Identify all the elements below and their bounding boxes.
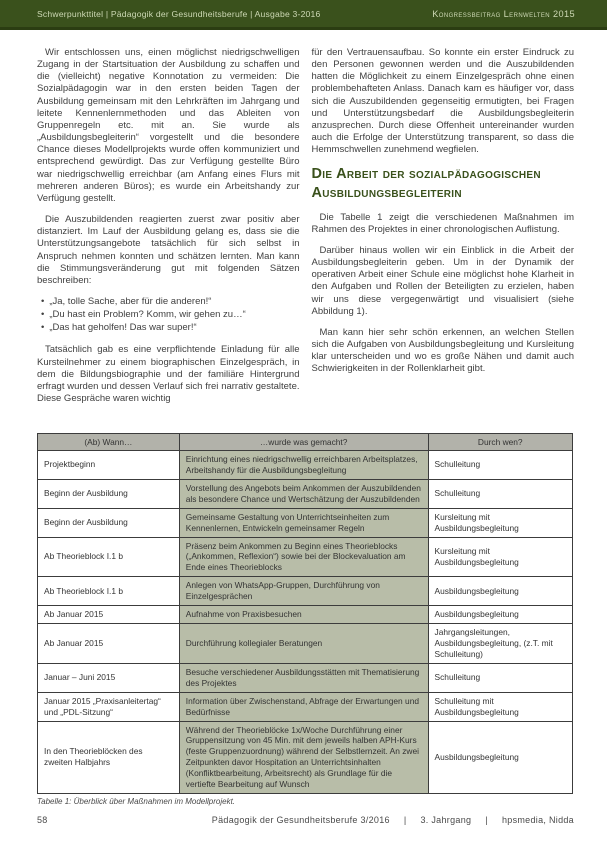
cell-when: Beginn der Ausbildung bbox=[38, 508, 180, 537]
cell-what: Information über Zwischenstand, Abfrage der Erwartungen und Bedürfnisse bbox=[179, 692, 428, 721]
footer-separator: | bbox=[403, 815, 407, 825]
article-body bbox=[37, 47, 574, 414]
cell-who: Schulleitung bbox=[428, 451, 572, 480]
page-footer bbox=[37, 815, 574, 825]
header-issue-label: Schwerpunkttitel | Pädagogik der Gesundheitsberufe | Ausgabe 3-2016 bbox=[37, 8, 321, 19]
cell-who: Jahrgangsleitungen, Ausbildungsbegleitung, (z.T. mit Schulleitung) bbox=[428, 624, 572, 664]
table-row bbox=[38, 692, 573, 721]
cell-when: Januar 2015 „Praxisanleitertag“ und „PDL-Sitzung“ bbox=[38, 692, 180, 721]
cell-who: Ausbildungsbegleitung bbox=[428, 577, 572, 606]
bullet-icon: • bbox=[41, 309, 45, 321]
bullet-icon: • bbox=[41, 295, 45, 307]
footer-journal: Pädagogik der Gesundheitsberufe 3/2016 bbox=[211, 815, 390, 825]
measures-table-section bbox=[37, 433, 573, 806]
cell-what: Einrichtung eines niedrigschwellig erreichbaren Arbeitsplatzes, Arbeitshandy für die Ausbildungsbegleitung bbox=[179, 451, 428, 480]
paragraph: Wir entschlossen uns, einen möglichst niedrigschwelligen Zugang in der Startsituation der Ausbildung zu schaffen und die (vielleicht) negative Konnotation zu vermeiden: Die Sozialpädagogin war in den ersten beiden Tagen der Ausbildung gemeinsam mit den Lehrkräften im Jahrgang und leitete Kennenlernmethoden und das Ableiten von Gruppenregeln etc. mit an. Sie wurde als „Ausbildungsbegleiterin“ vorgestellt und die besondere Chance dieses Modellprojekts wurde offen kommuniziert und entsprechend gewürdigt. Das zur Verfügung gestellte Büro war niedrigschwellig erreichbar (am Anfang eines Flurs mit mehreren anderen Büros); es wurde ein Arbeitshandy zur Verfügung gestellt. bbox=[37, 47, 300, 204]
cell-when: Projektbeginn bbox=[38, 451, 180, 480]
table-header-what: …wurde was gemacht? bbox=[179, 434, 428, 451]
page-header-banner bbox=[0, 0, 607, 30]
right-column bbox=[312, 47, 575, 414]
cell-what: Anlegen von WhatsApp-Gruppen, Durchführung von Einzelgesprächen bbox=[179, 577, 428, 606]
cell-when: Ab Januar 2015 bbox=[38, 624, 180, 664]
table-header-row bbox=[38, 434, 573, 451]
cell-what: Besuche verschiedener Ausbildungsstätten mit Thematisierung des Projektes bbox=[179, 663, 428, 692]
paragraph: Tatsächlich gab es eine verpflichtende Einladung für alle Kursteilnehmer zu einem biographischen Einzelgespräch, in dem die Bildungsbiographie und der familiäre Hintergrund erfragt wurden und dessen Verlauf sich frei narrativ gestaltete. Diese Gespräche waren wichtig bbox=[37, 344, 300, 405]
cell-who: Kursleitung mit Ausbildungsbegleitung bbox=[428, 508, 572, 537]
footer-meta bbox=[212, 815, 574, 825]
bullet-text: „Das hat geholfen! Das war super!“ bbox=[49, 322, 197, 334]
table-row bbox=[38, 663, 573, 692]
cell-when: Ab Theorieblock I.1 b bbox=[38, 537, 180, 577]
cell-when: Ab Januar 2015 bbox=[38, 606, 180, 624]
cell-what: Gemeinsame Gestaltung von Unterrichtseinheiten zum Kennenlernen, Entwickeln gemeinsamer Regeln bbox=[179, 508, 428, 537]
footer-separator: | bbox=[485, 815, 488, 825]
table-caption: Tabelle 1: Überblick über Maßnahmen im Modellprojekt. bbox=[37, 797, 236, 807]
section-heading: Die Arbeit der sozialpädagogischen Ausbildungsbegleiterin bbox=[311, 166, 541, 201]
table-row bbox=[38, 537, 573, 577]
header-congress-label: Kongressbeitrag Lernwelten 2015 bbox=[432, 8, 575, 19]
paragraph: Darüber hinaus wollen wir ein Einblick in die Arbeit der Ausbildungsbegleiterin geben. Um in der Dynamik der operativen Arbeit einer Schule eine möglichst hohe Klarheit in den Aufgaben und Rollen der Beteiligten zu erzielen, haben wir uns diese vergegenwärtigt und visualisiert (siehe Abbildung 1). bbox=[311, 244, 574, 317]
page-number: 58 bbox=[37, 815, 48, 825]
bullet-icon: • bbox=[41, 322, 45, 334]
cell-what: Während der Theorieblöcke 1x/Woche Durchführung einer Gruppensitzung von 45 Min. mit dem jeweils halben APH-Kurs (feste Gruppenzuordnung) während der Selbstlernzeit. An zwei Zeitpunkten davor Hospitation an Unterrichtsinhalten (Konfliktbearbeitung, Arbeitsrecht) als Grundlage für die vertiefte Bearbeitung auf Wunsch bbox=[179, 721, 428, 794]
bullet-text: „Du hast ein Problem? Komm, wir gehen zu…“ bbox=[49, 309, 246, 321]
quote-bullet-list bbox=[41, 296, 300, 334]
paragraph: Die Auszubildenden reagierten zuerst zwar positiv aber distanziert. Im Lauf der Ausbildung gelang es, dass sie die Unterstützungsangebote tatsächlich für sich selbst in Anspruch nehmen konnten und schätzen lernten. Man kann die Stimmungsveränderung gut mit folgenden Sätzen beschreiben: bbox=[37, 214, 300, 286]
cell-when: Ab Theorieblock I.1 b bbox=[38, 577, 180, 606]
table-header-who: Durch wen? bbox=[428, 434, 572, 451]
cell-who: Ausbildungsbegleitung bbox=[428, 606, 572, 624]
table-row bbox=[38, 508, 573, 537]
cell-when: In den Theorieblöcken des zweiten Halbjahrs bbox=[38, 721, 180, 794]
cell-what: Aufnahme von Praxisbesuchen bbox=[179, 606, 428, 624]
footer-publisher: hpsmedia, Nidda bbox=[501, 815, 574, 825]
cell-when: Beginn der Ausbildung bbox=[38, 479, 180, 508]
list-item bbox=[41, 322, 300, 334]
table-header-when: (Ab) Wann… bbox=[38, 434, 180, 451]
table-row bbox=[38, 577, 573, 606]
table-row bbox=[38, 479, 573, 508]
cell-who: Kursleitung mit Ausbildungsbegleitung bbox=[428, 537, 572, 577]
paragraph: für den Vertrauensaufbau. So konnte ein erster Eindruck zu den Personen gewonnen werden und die Auszubildenden hatten die Möglichkeit zu einem Einzelgespräch ohne einen problembehafteten Anlass. Danach kam es häufiger vor, dass sich die Auszubildenden gegenseitig ermutigten, bei Fragen und Unterstützungsbedarf die Ausbildungsbegleiterin anzusprechen. Durch diese Offenheit untereinander wurden auch die Erfolge der Unterstützung transparent, so dass die Hemmschwellen zunehmend wegfielen. bbox=[311, 47, 574, 156]
table-row bbox=[38, 624, 573, 664]
footer-volume: 3. Jahrgang bbox=[420, 815, 472, 825]
list-item bbox=[41, 296, 300, 308]
cell-who: Schulleitung bbox=[428, 479, 572, 508]
cell-what: Vorstellung des Angebots beim Ankommen der Auszubildenden als besondere Chance und Wertschätzung der Auszubildenden bbox=[179, 479, 428, 508]
cell-when: Januar – Juni 2015 bbox=[38, 663, 180, 692]
paragraph: Die Tabelle 1 zeigt die verschiedenen Maßnahmen im Rahmen des Projektes in einer chronologischen Auflistung. bbox=[311, 211, 574, 235]
left-column bbox=[37, 47, 300, 414]
measures-table bbox=[37, 433, 573, 794]
cell-who: Schulleitung mit Ausbildungsbegleitung bbox=[428, 692, 572, 721]
bullet-text: „Ja, tolle Sache, aber für die anderen!“ bbox=[49, 295, 212, 307]
cell-who: Schulleitung bbox=[428, 663, 572, 692]
cell-what: Durchführung kollegialer Beratungen bbox=[179, 624, 428, 664]
paragraph: Man kann hier sehr schön erkennen, an welchen Stellen sich die Aufgaben von Ausbildungsbegleitung und Kursleitung klar unterscheiden und wo es große Nähen und damit auch Schwierigkeiten in der Rollenklarheit gibt. bbox=[311, 326, 574, 375]
table-row bbox=[38, 606, 573, 624]
table-row bbox=[38, 451, 573, 480]
table-row bbox=[38, 721, 573, 794]
list-item bbox=[41, 309, 300, 321]
cell-who: Ausbildungsbegleitung bbox=[428, 721, 572, 794]
cell-what: Präsenz beim Ankommen zu Beginn eines Theorieblocks („Ankommen, Reflexion“) sowie bei der Blockevaluation am Ende eines Theorieblocks bbox=[179, 537, 428, 577]
